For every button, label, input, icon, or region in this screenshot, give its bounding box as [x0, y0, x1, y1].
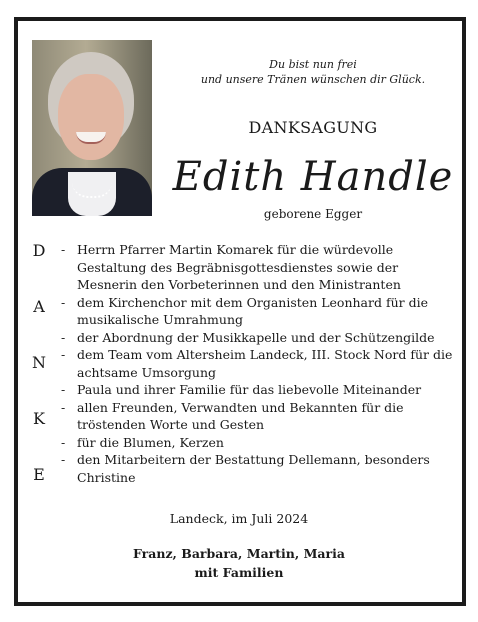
memorial-quote: [168, 57, 458, 87]
maiden-name: geborene Egger: [263, 207, 363, 221]
quote-line-2: und unsere Tränen wünschen dir Glück.: [200, 73, 426, 86]
quote-line-1: Du bist nun frei: [269, 58, 357, 71]
thanks-list: [59, 241, 455, 486]
portrait-photo: [32, 40, 152, 216]
list-item: - dem Kirchenchor mit dem Organisten Leonhard für die musikalische Umrahmung: [61, 294, 428, 327]
list-item: - dem Team vom Altersheim Landeck, III. Stock Nord für die achtsame Umsorgung: [61, 347, 453, 380]
place-date: Landeck, im Juli 2024: [169, 511, 309, 526]
signature-names: Franz, Barbara, Martin, Maria: [133, 546, 345, 561]
danke-letter: E: [33, 465, 45, 484]
danke-vertical: [27, 241, 51, 521]
page-title: DANKSAGUNG: [248, 118, 378, 137]
list-item: - für die Blumen, Kerzen: [61, 434, 224, 450]
list-item: - den Mitarbeitern der Bestattung Dellemann, besonders Christine: [61, 452, 430, 485]
danke-letter: A: [33, 297, 45, 316]
list-item: - Paula und ihrer Familie für das liebevolle Miteinander: [61, 382, 422, 397]
list-item: - Herrn Pfarrer Martin Komarek für die würdevolle Gestaltung des Begräbnisgottesdienstes sowie der Mesnerin den Vorbeterinnen und den Ministranten: [61, 242, 401, 292]
list-item: - allen Freunden, Verwandten und Bekannten für die tröstenden Worte und Gesten: [61, 399, 404, 432]
deceased-name: Edith Handle: [172, 154, 454, 200]
list-item: - der Abordnung der Musikkapelle und der Schützengilde: [61, 329, 435, 345]
danke-letter: N: [32, 353, 46, 372]
signature-families: mit Familien: [194, 565, 284, 580]
danke-letter: K: [33, 409, 45, 428]
danke-letter: D: [32, 241, 46, 260]
